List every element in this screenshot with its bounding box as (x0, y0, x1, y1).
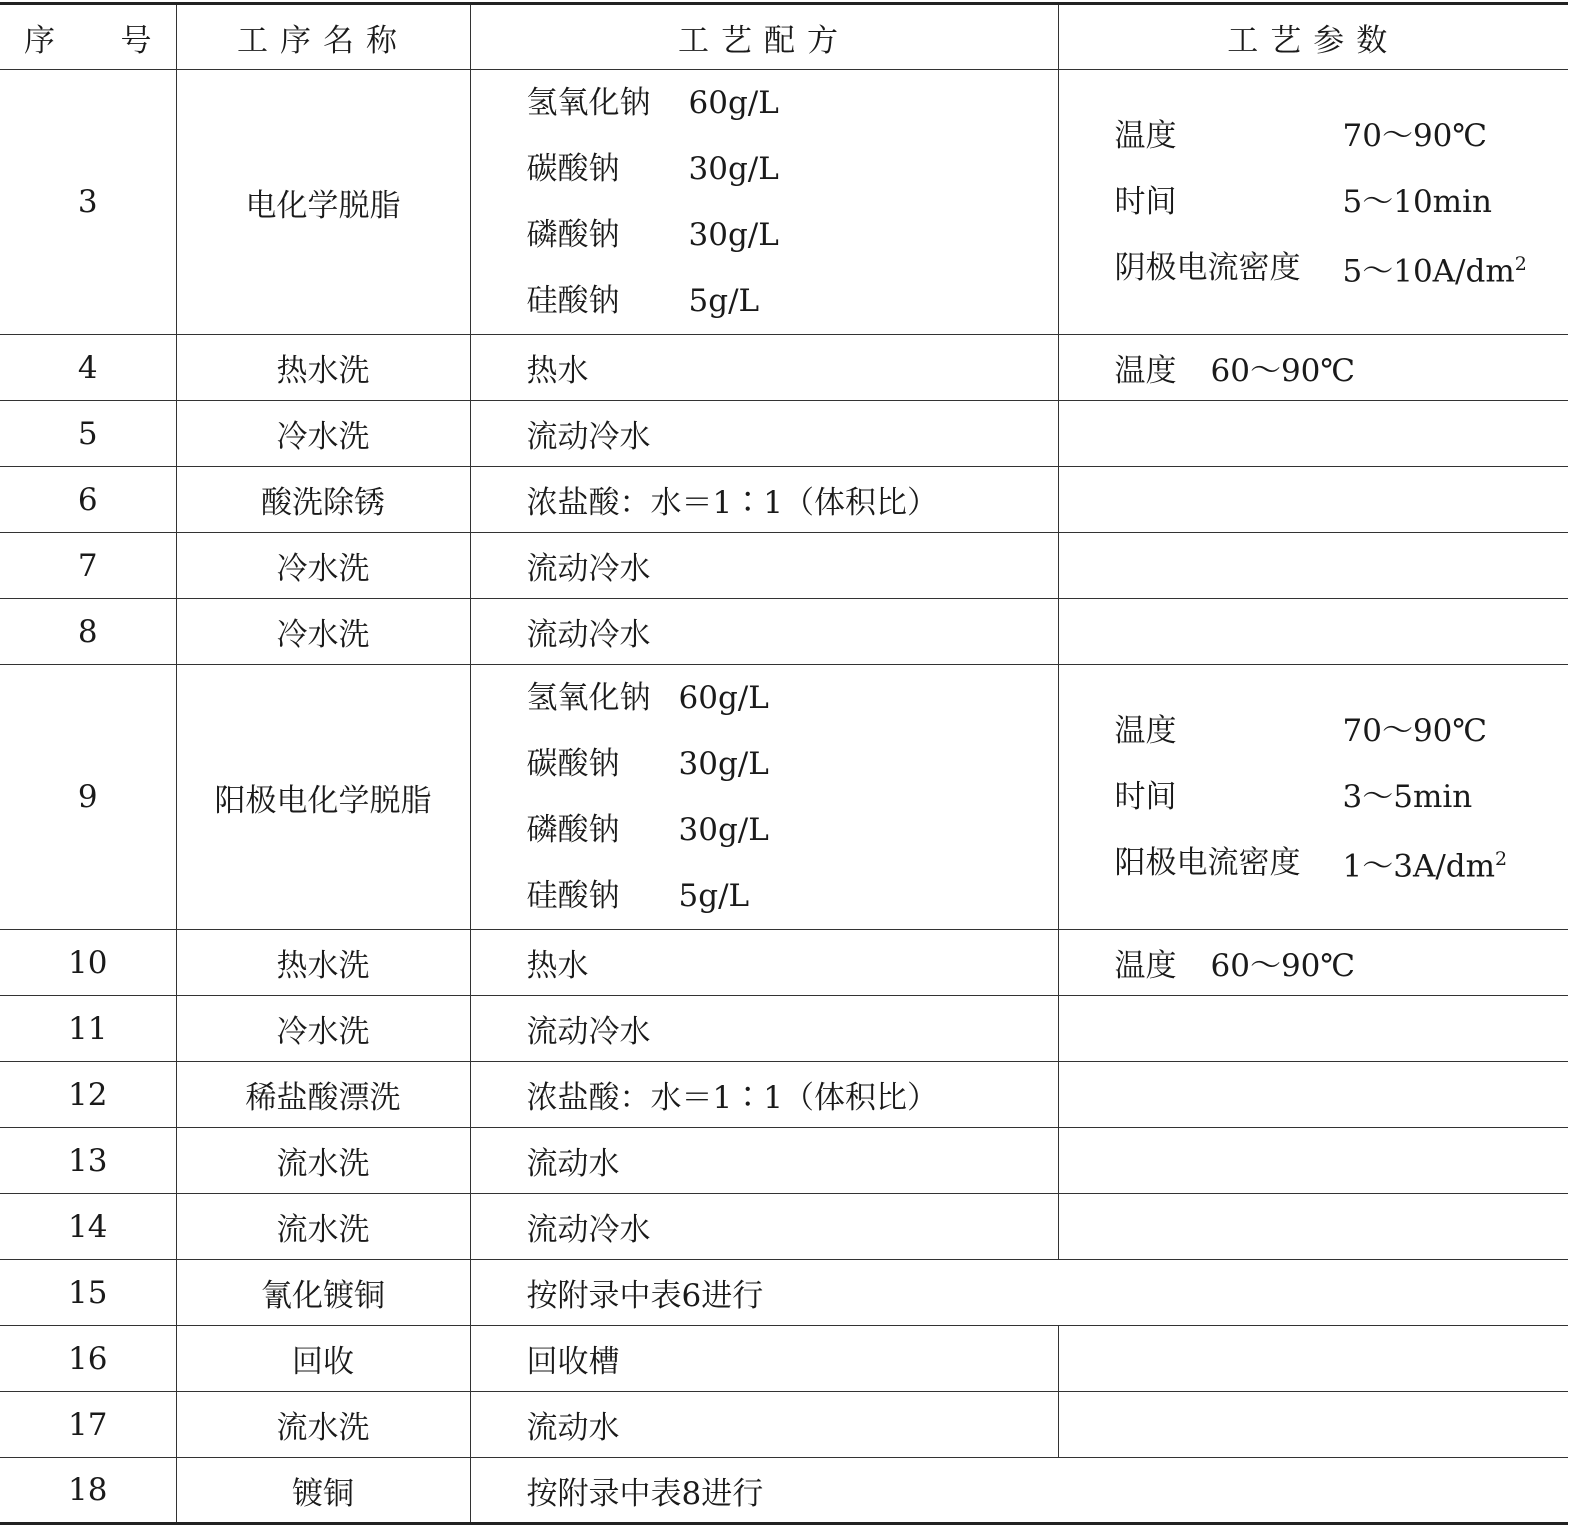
header-recipe: 工艺配方 (470, 4, 1058, 70)
recipe-item (527, 136, 779, 202)
params-cell (1058, 467, 1568, 533)
header-seq (0, 4, 176, 70)
table-row (0, 1128, 1568, 1194)
param-name: 温度 (1114, 713, 1177, 749)
superscript: 2 (1495, 848, 1508, 871)
param-name: 阴极电流密度 (1114, 250, 1301, 286)
param-value: 60～90℃ (1210, 353, 1356, 389)
param-name: 时间 (1114, 779, 1177, 815)
process-name-cell: 冷水洗 (176, 599, 470, 665)
seq-cell: 16 (0, 1326, 176, 1392)
param-item (1115, 698, 1508, 764)
process-name-cell: 稀盐酸漂洗 (176, 1062, 470, 1128)
seq-cell: 6 (0, 467, 176, 533)
seq-cell: 5 (0, 401, 176, 467)
param-name: 阳极电流密度 (1114, 845, 1301, 881)
process-name-cell: 冷水洗 (176, 401, 470, 467)
table-row (0, 70, 1568, 335)
table-row (0, 1392, 1568, 1458)
params-cell (1058, 401, 1568, 467)
table-row (0, 533, 1568, 599)
param-value: 60～90℃ (1210, 948, 1356, 984)
recipe-item (527, 731, 769, 797)
seq-cell: 13 (0, 1128, 176, 1194)
chemical-amount: 60g/L (678, 680, 769, 716)
process-name-cell: 流水洗 (176, 1128, 470, 1194)
seq-cell: 9 (0, 665, 176, 930)
chemical-name: 磷酸钠 (526, 812, 620, 848)
param-name: 温度 (1114, 353, 1177, 389)
seq-cell: 11 (0, 996, 176, 1062)
params-cell (1058, 1392, 1568, 1458)
chemical-name: 碳酸钠 (526, 746, 620, 782)
process-name-cell: 冷水洗 (176, 533, 470, 599)
process-name-cell: 热水洗 (176, 930, 470, 996)
chemical-amount: 30g/L (678, 746, 769, 782)
header-params: 工艺参数 (1058, 4, 1568, 70)
param-list (1115, 103, 1527, 301)
header-seq-right: 号 (120, 22, 152, 59)
params-cell (1058, 70, 1568, 335)
table-row (0, 1260, 1568, 1326)
seq-cell: 15 (0, 1260, 176, 1326)
chemical-amount: 5g/L (678, 878, 750, 914)
chemical-name: 硅酸钠 (526, 283, 620, 319)
header-seq-left: 序 (24, 22, 55, 59)
recipe-cell: 浓盐酸：水＝1∶1（体积比） (470, 1062, 1058, 1128)
params-cell (1058, 533, 1568, 599)
process-name-cell: 阳极电化学脱脂 (176, 665, 470, 930)
param-item (1115, 103, 1527, 169)
param-name: 温度 (1114, 118, 1177, 154)
param-value: 70～90℃ (1342, 118, 1488, 154)
param-value-text: 1～3A/dm (1342, 848, 1496, 885)
params-cell (1058, 335, 1568, 401)
param-item (1115, 764, 1508, 830)
param-value (1343, 235, 1527, 301)
chemical-name: 硅酸钠 (526, 878, 620, 914)
process-name-cell: 流水洗 (176, 1194, 470, 1260)
chemical-amount: 30g/L (678, 812, 769, 848)
process-name-cell: 氰化镀铜 (176, 1260, 470, 1326)
table-row (0, 1458, 1568, 1524)
params-cell (1058, 665, 1568, 930)
param-value: 3～5min (1342, 779, 1473, 815)
recipe-cell: 流动冷水 (470, 533, 1058, 599)
seq-cell: 7 (0, 533, 176, 599)
param-name: 温度 (1114, 948, 1177, 984)
seq-cell: 17 (0, 1392, 176, 1458)
table-row (0, 1194, 1568, 1260)
param-value-text: 5～10A/dm (1342, 253, 1515, 290)
param-value: 5～10min (1342, 184, 1492, 220)
table-row (0, 665, 1568, 930)
recipe-list (527, 665, 769, 929)
process-name-cell: 电化学脱脂 (176, 70, 470, 335)
process-name-cell: 镀铜 (176, 1458, 470, 1524)
table-row (0, 599, 1568, 665)
recipe-list (527, 70, 779, 334)
chemical-name: 磷酸钠 (526, 217, 620, 253)
seq-cell: 3 (0, 70, 176, 335)
recipe-cell: 流动冷水 (470, 1194, 1058, 1260)
recipe-cell: 浓盐酸：水＝1∶1（体积比） (470, 467, 1058, 533)
params-cell (1058, 1194, 1568, 1260)
params-cell (1058, 1326, 1568, 1392)
recipe-item (527, 202, 779, 268)
table-row (0, 930, 1568, 996)
table-row (0, 467, 1568, 533)
param-name: 时间 (1114, 184, 1177, 220)
params-cell (1058, 599, 1568, 665)
param-item (1115, 830, 1508, 896)
chemical-amount: 5g/L (688, 283, 760, 319)
recipe-cell: 回收槽 (470, 1326, 1058, 1392)
seq-cell: 10 (0, 930, 176, 996)
table-row (0, 401, 1568, 467)
chemical-name: 碳酸钠 (526, 151, 620, 187)
superscript: 2 (1514, 253, 1527, 276)
table-row (0, 1062, 1568, 1128)
table-row (0, 996, 1568, 1062)
recipe-cell: 按附录中表6进行 (470, 1260, 1568, 1326)
process-name-cell: 回收 (176, 1326, 470, 1392)
recipe-cell: 流动冷水 (470, 599, 1058, 665)
param-value: 70～90℃ (1342, 713, 1488, 749)
params-cell (1058, 996, 1568, 1062)
seq-cell: 4 (0, 335, 176, 401)
process-name-cell: 流水洗 (176, 1392, 470, 1458)
params-cell (1058, 1062, 1568, 1128)
recipe-cell: 流动冷水 (470, 401, 1058, 467)
recipe-cell: 热水 (470, 335, 1058, 401)
header-process-name: 工序名称 (176, 4, 470, 70)
params-cell (1058, 930, 1568, 996)
recipe-cell: 按附录中表8进行 (470, 1458, 1568, 1524)
process-name-cell: 酸洗除锈 (176, 467, 470, 533)
chemical-amount: 30g/L (688, 217, 779, 253)
header-row (0, 4, 1568, 70)
recipe-item (527, 797, 769, 863)
seq-cell: 14 (0, 1194, 176, 1260)
chemical-name: 氢氧化钠 (526, 85, 651, 121)
recipe-cell: 热水 (470, 930, 1058, 996)
params-cell (1058, 1128, 1568, 1194)
chemical-amount: 60g/L (688, 85, 779, 121)
process-name-cell: 冷水洗 (176, 996, 470, 1062)
recipe-cell: 流动冷水 (470, 996, 1058, 1062)
param-item (1115, 235, 1527, 301)
seq-cell: 8 (0, 599, 176, 665)
seq-cell: 18 (0, 1458, 176, 1524)
recipe-cell: 流动水 (470, 1128, 1058, 1194)
chemical-amount: 30g/L (688, 151, 779, 187)
recipe-item (527, 863, 769, 929)
param-list (1115, 698, 1508, 896)
recipe-cell (470, 665, 1058, 930)
recipe-cell (470, 70, 1058, 335)
table-row (0, 1326, 1568, 1392)
recipe-item (527, 665, 769, 731)
param-item (1115, 169, 1527, 235)
recipe-cell: 流动水 (470, 1392, 1058, 1458)
seq-cell: 12 (0, 1062, 176, 1128)
process-table (0, 2, 1568, 1525)
recipe-item (527, 70, 779, 136)
chemical-name: 氢氧化钠 (526, 680, 651, 716)
process-name-cell: 热水洗 (176, 335, 470, 401)
recipe-item (527, 268, 779, 334)
param-value (1343, 830, 1508, 896)
table-row (0, 335, 1568, 401)
